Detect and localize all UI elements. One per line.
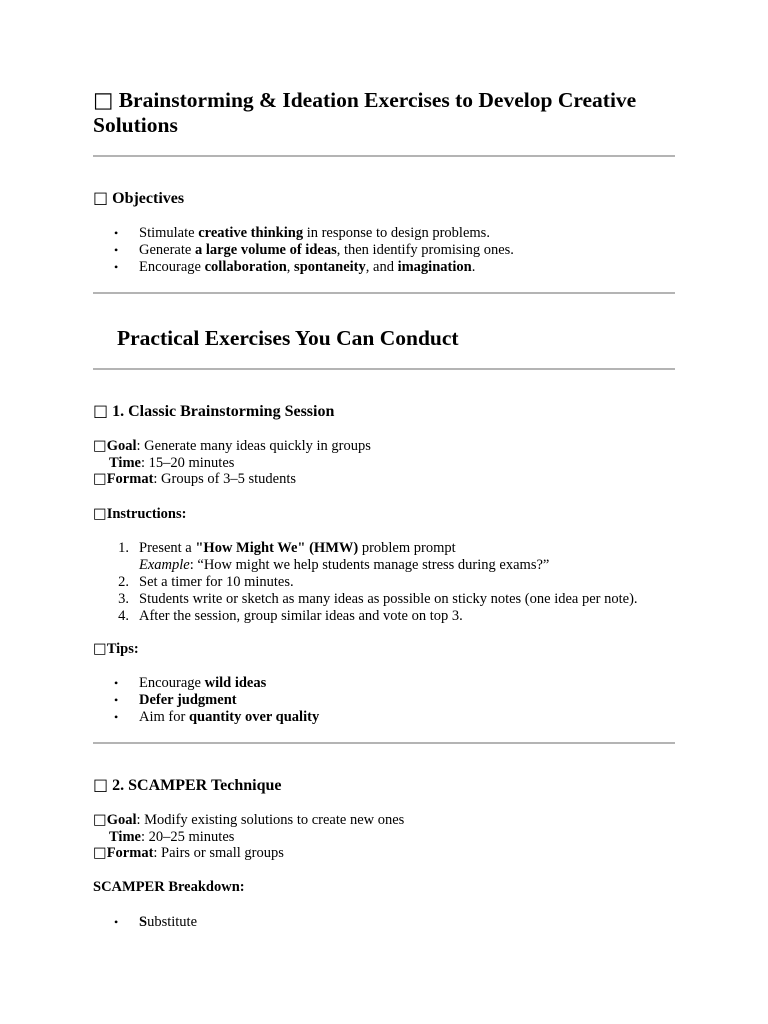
item-bold: quantity over quality xyxy=(188,709,320,725)
goal-label: Goal xyxy=(106,812,137,828)
item-text: Encourage xyxy=(139,675,205,691)
exercise-1-goal xyxy=(93,438,371,455)
instructions-heading xyxy=(93,506,186,523)
item-text: , and xyxy=(365,259,398,275)
format-text: : Groups of 3–5 students xyxy=(153,471,296,487)
time-text: : 20–25 minutes xyxy=(140,829,235,845)
practical-exercises-heading: Practical Exercises You Can Conduct xyxy=(117,326,459,350)
placeholder-glyph-icon: □ xyxy=(93,401,109,420)
item-bold: imagination xyxy=(397,259,472,275)
placeholder-glyph-icon: □ xyxy=(93,812,107,828)
step-number: 4. xyxy=(118,608,129,624)
time-text: : 15–20 minutes xyxy=(140,455,235,471)
placeholder-glyph-icon: □ xyxy=(93,438,107,454)
exercise-1-time xyxy=(93,455,234,472)
item-text: Set a timer for 10 minutes. xyxy=(139,574,294,590)
item-bold: a large volume of ideas xyxy=(194,242,337,258)
time-label: Time xyxy=(109,455,141,471)
item-text: After the session, group similar ideas and vote on top 3. xyxy=(139,608,463,624)
placeholder-glyph-icon: □ xyxy=(93,88,114,113)
exercise-2-goal xyxy=(93,812,404,829)
goal-text: : Modify existing solutions to create new ones xyxy=(136,812,405,828)
item-bold: spontaneity xyxy=(294,259,366,275)
divider xyxy=(93,368,675,370)
step-number: 3. xyxy=(118,591,129,607)
divider xyxy=(93,155,675,157)
list-item xyxy=(93,259,514,276)
list-item xyxy=(93,574,638,591)
format-label: Format xyxy=(106,471,154,487)
exercise-2-heading-text: 2. SCAMPER Technique xyxy=(112,777,282,794)
item-text: Present a xyxy=(139,540,196,556)
placeholder-glyph-icon: □ xyxy=(93,845,107,861)
item-bold: S xyxy=(139,914,148,930)
list-item xyxy=(93,540,638,574)
item-text: . xyxy=(471,259,476,275)
example-label: Example xyxy=(139,557,190,573)
instructions-label: Instructions: xyxy=(106,506,187,522)
item-text: Generate xyxy=(139,242,195,258)
exercise-2-heading xyxy=(93,775,282,796)
item-bold: creative thinking xyxy=(198,225,304,241)
list-item xyxy=(93,709,319,726)
document-title xyxy=(93,88,683,138)
goal-text: : Generate many ideas quickly in groups xyxy=(136,438,371,454)
exercise-1-heading-text: 1. Classic Brainstorming Session xyxy=(112,403,335,420)
placeholder-glyph-icon: □ xyxy=(93,775,109,794)
placeholder-glyph-icon: □ xyxy=(93,471,107,487)
list-item xyxy=(93,225,514,242)
objectives-list xyxy=(93,225,514,276)
item-bold: wild ideas xyxy=(204,675,267,691)
placeholder-glyph-icon: □ xyxy=(93,641,107,657)
list-item xyxy=(93,675,319,692)
objectives-heading-text: Objectives xyxy=(112,190,185,207)
item-text: in response to design problems. xyxy=(303,225,490,241)
list-item xyxy=(93,608,638,625)
item-bold: Defer judgment xyxy=(139,692,237,708)
exercise-2-format xyxy=(93,845,284,862)
list-item xyxy=(93,591,638,608)
scamper-breakdown-heading: SCAMPER Breakdown: xyxy=(93,879,245,895)
exercise-1-heading xyxy=(93,401,334,422)
exercise-1-format xyxy=(93,471,296,488)
placeholder-glyph-icon: □ xyxy=(93,188,109,207)
goal-label: Goal xyxy=(106,438,137,454)
objectives-heading xyxy=(93,188,184,209)
instructions-list xyxy=(93,540,638,625)
format-text: : Pairs or small groups xyxy=(153,845,284,861)
tips-list xyxy=(93,675,319,726)
tips-label: Tips: xyxy=(106,641,139,657)
list-item xyxy=(93,242,514,259)
item-text: , xyxy=(286,259,295,275)
scamper-list xyxy=(93,914,197,931)
example-text: : “How might we help students manage stress during exams?” xyxy=(189,557,550,573)
item-bold: "How Might We" (HMW) xyxy=(195,540,359,556)
format-label: Format xyxy=(106,845,154,861)
item-text: Encourage xyxy=(139,259,205,275)
divider xyxy=(93,292,675,294)
item-text: ubstitute xyxy=(147,914,198,930)
document-title-text: Brainstorming & Ideation Exercises to Develop Creative Solutions xyxy=(93,88,637,137)
item-text: Aim for xyxy=(139,709,189,725)
list-item xyxy=(93,692,319,709)
item-text: Stimulate xyxy=(139,225,199,241)
list-item xyxy=(93,914,197,931)
step-number: 1. xyxy=(118,540,129,556)
item-text: , then identify promising ones. xyxy=(336,242,514,258)
item-text: Students write or sketch as many ideas as possible on sticky notes (one idea per note). xyxy=(139,591,638,607)
exercise-2-time xyxy=(93,829,234,846)
placeholder-glyph-icon: □ xyxy=(93,506,107,522)
time-label: Time xyxy=(109,829,141,845)
item-bold: collaboration xyxy=(204,259,287,275)
item-text: problem prompt xyxy=(358,540,456,556)
divider xyxy=(93,742,675,744)
tips-heading xyxy=(93,641,139,658)
step-number: 2. xyxy=(118,574,129,590)
